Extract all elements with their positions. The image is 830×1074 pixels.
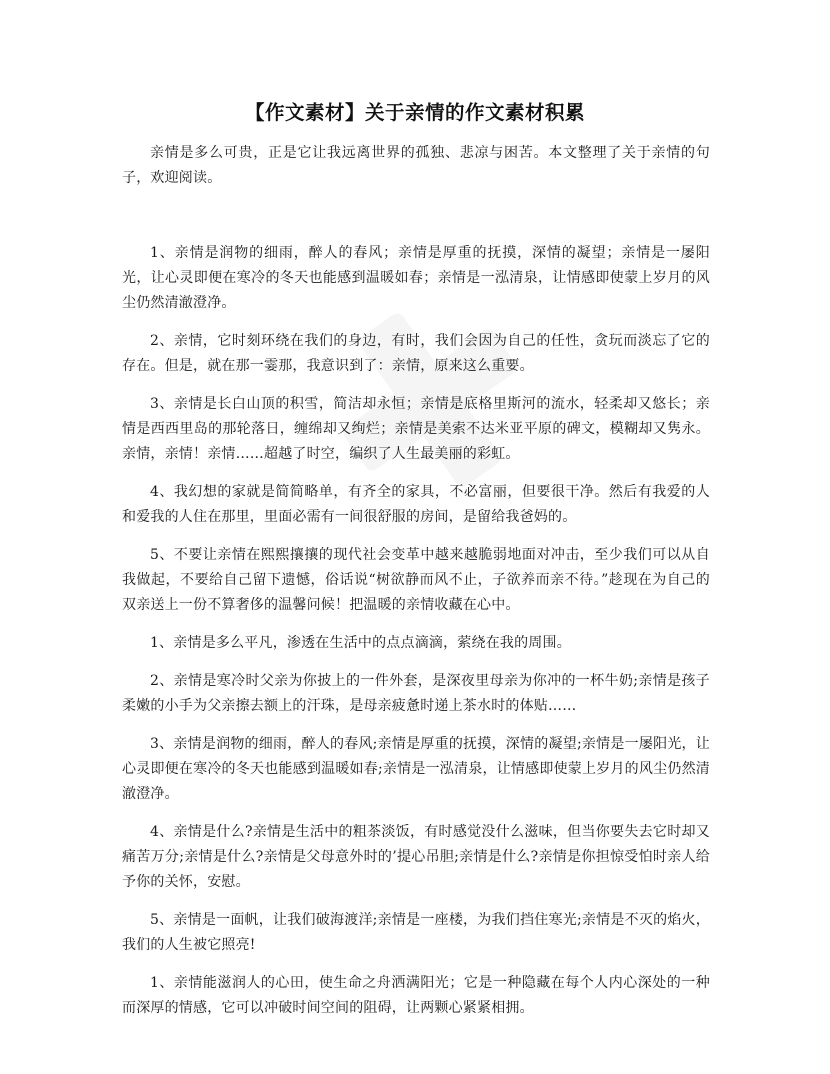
paragraph: 2、亲情是寒冷时父亲为你披上的一件外套，是深夜里母亲为你冲的一杯牛奶;亲情是孩子柔嫩的小手为父亲擦去额上的汗珠，是母亲疲惫时递上茶水时的体贴……: [122, 673, 710, 714]
paragraph: 1、亲情是多么平凡，渗透在生活中的点点滴滴，萦绕在我的周围。: [150, 635, 571, 651]
paragraph: 3、亲情是长白山顶的积雪，简洁却永恒；亲情是底格里斯河的流水，轻柔却又悠长；亲情是西西里岛的那轮落日，缠绵却又绚烂；亲情是美索不达米亚平原的碑文，模糊却又隽永。亲情，亲情！亲情……超越了时空，编织了人生最美丽的彩虹。: [122, 396, 710, 462]
paragraph: 1、亲情是润物的细雨，醉人的春风；亲情是厚重的抚摸，深情的凝望；亲情是一屡阳光，让心灵即便在寒冷的冬天也能感到温暖如春；亲情是一泓清泉，让情感即使蒙上岁月的风尘仍然清澈澄净。: [122, 245, 710, 311]
paragraph: 3、亲情是润物的细雨，醉人的春风;亲情是厚重的抚摸，深情的凝望;亲情是一屡阳光，让心灵即便在寒冷的冬天也能感到温暖如春;亲情是一泓清泉，让情感即使蒙上岁月的风尘仍然清澈澄净。: [122, 736, 710, 802]
paragraph: 2、亲情，它时刻环绕在我们的身边，有时，我们会因为自己的任性，贪玩而淡忘了它的存在。但是，就在那一霎那，我意识到了：亲情，原来这么重要。: [122, 333, 710, 374]
paragraph: 4、亲情是什么?亲情是生活中的粗茶淡饭，有时感觉没什么滋味，但当你要失去它时却又痛苦万分;亲情是什么?亲情是父母意外时的’提心吊胆;亲情是什么?亲情是你担惊受怕时亲人给予你的关怀，安慰。: [122, 824, 710, 890]
paragraph: 1、亲情能滋润人的心田，使生命之舟洒满阳光；它是一种隐藏在每个人内心深处的一种而深厚的情感，它可以冲破时间空间的阻碍，让两颗心紧紧相拥。: [122, 975, 710, 1016]
document-body: [122, 141, 710, 1034]
intro-paragraph: 亲情是多么可贵，正是它让我远离世界的孤独、悲凉与困苦。本文整理了关于亲情的句子，欢迎阅读。: [122, 145, 710, 186]
paragraph: 5、不要让亲情在熙熙攘攘的现代社会变革中越来越脆弱地面对冲击，至少我们可以从自我做起，不要给自己留下遗憾，俗话说“树欲静而风不止，子欲养而亲不待。”趁现在为自己的双亲送上一份不算奢侈的温馨问候！把温暖的亲情收藏在心中。: [122, 547, 710, 613]
paragraph: 4、我幻想的家就是简简略单，有齐全的家具，不必富丽，但要很干净。然后有我爱的人和爱我的人住在那里，里面必需有一间很舒服的房间，是留给我爸妈的。: [122, 484, 710, 525]
document-title: 【作文素材】关于亲情的作文素材积累: [244, 101, 585, 124]
paragraph: 5、亲情是一面帆，让我们破海渡洋;亲情是一座楼，为我们挡住寒光;亲情是不灭的焰火，我们的人生被它照亮!: [122, 912, 710, 953]
